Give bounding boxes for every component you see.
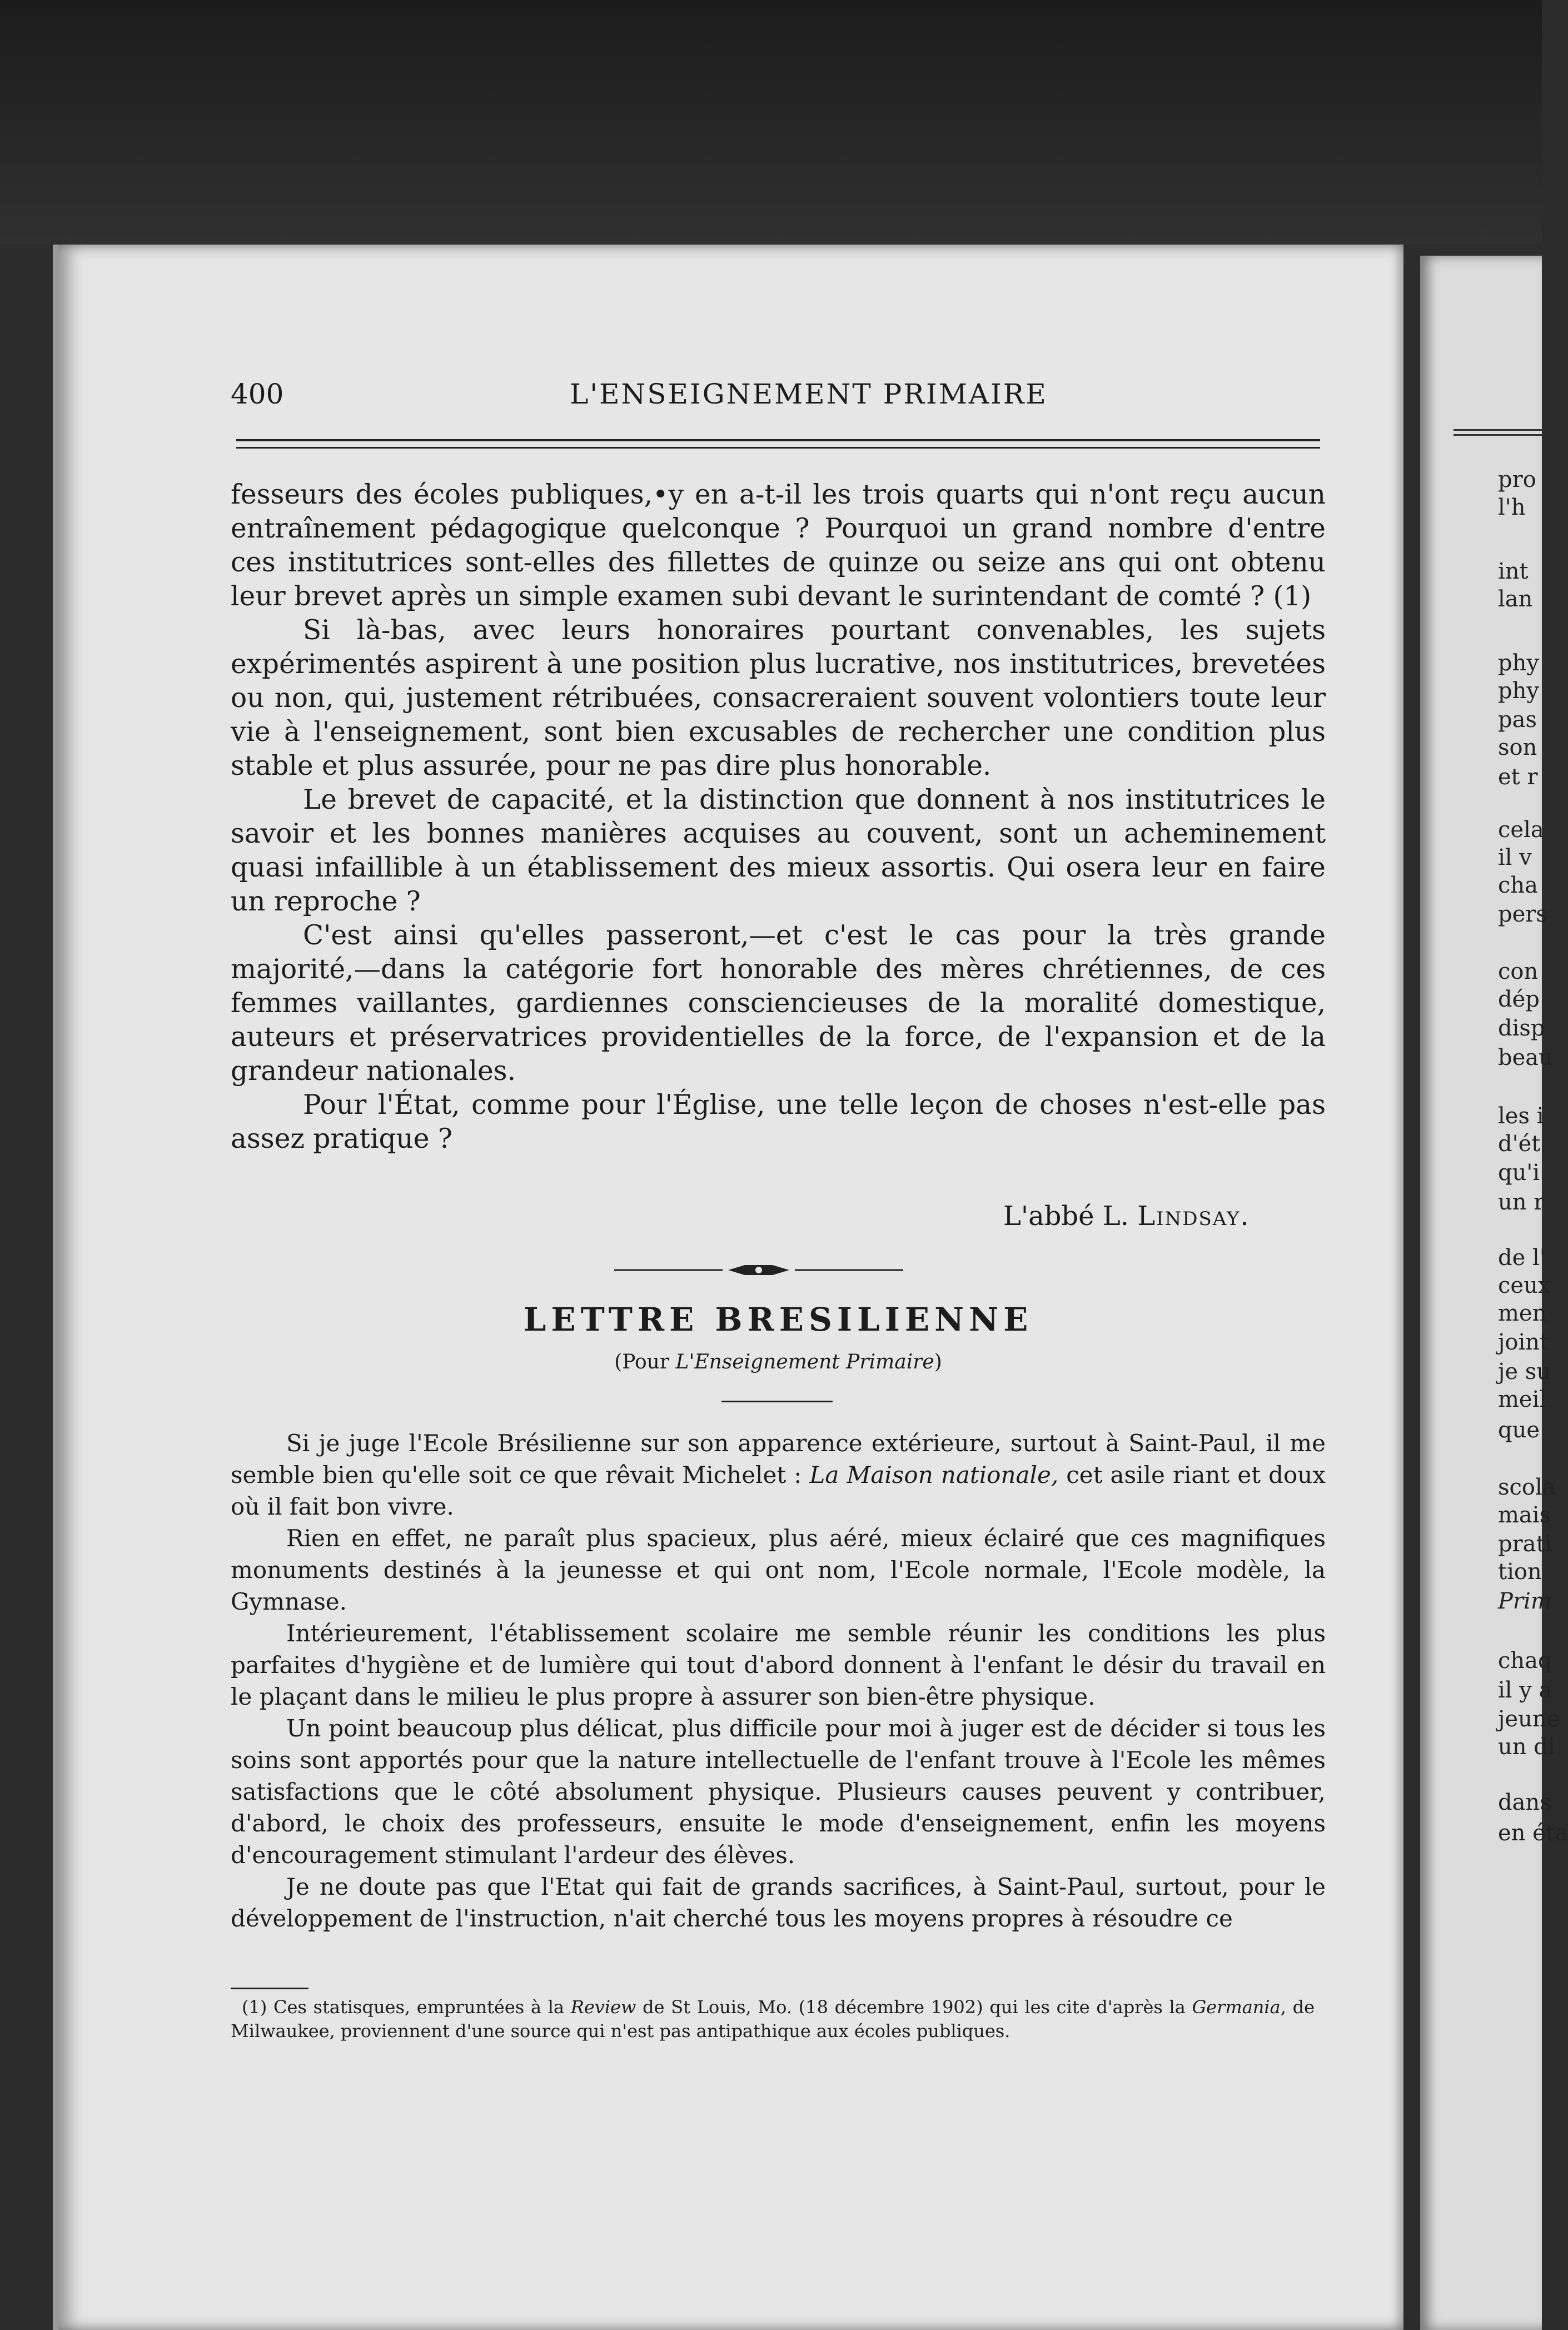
facing-line-fragment: pers: [1498, 902, 1547, 927]
facing-page-edge: [1420, 256, 1568, 2330]
facing-line-fragment: les i: [1498, 1103, 1544, 1129]
facing-line-fragment: pro: [1498, 467, 1536, 492]
facing-line-fragment: il y a: [1498, 1677, 1552, 1703]
paragraph: Un point beaucoup plus délicat, plus difficile pour moi à juger est de décider si tous les soins sont apportés pour que la nature intellectuelle de l'enfant trouve à l'Ecole les mêmes satisfactions que le côté absolument physique. Plusieurs causes peuvent y contribuer, d'abord, le choix des professeurs, ensuite le mode d'enseignement, enfin les moyens d'encouragement stimulant l'ardeur des élèves.: [231, 1715, 1326, 1869]
facing-line-fragment: un di: [1498, 1734, 1555, 1760]
page-header: [231, 378, 1387, 422]
facing-line-fragment: lan: [1498, 586, 1533, 612]
book-page: [53, 245, 1403, 2330]
facing-line-fragment: prati: [1498, 1531, 1552, 1557]
facing-line-fragment: joint: [1498, 1330, 1549, 1355]
text-run: de St Louis, Mo. (18 décembre 1902) qui les cite d'après la: [636, 1997, 1192, 2018]
paragraph: fesseurs des écoles publiques,•y en a-t-il les trois quarts qui n'ont reçu aucun entraînement pédagogique quelconque ? Pourquoi un grand nombre d'entre ces institutrices sont-elles des fillettes de quinze ou seize ans qui ont obtenu leur brevet après un simple examen subi devant le surintendant de comté ? (1): [231, 479, 1326, 612]
facing-line-fragment: phy: [1498, 650, 1539, 676]
signature-prefix: L'abbé L.: [1003, 1201, 1138, 1232]
facing-line-fragment: il v: [1498, 845, 1532, 870]
text-run: Si je juge l'Ecole Brésilienne sur son apparence extérieure, surtout à Saint-Paul, il me semble bien qu'elle soit ce que rêvait Michelet :: [231, 1430, 1326, 1488]
text-run: Ces statisques, empruntées à la: [267, 1997, 571, 2018]
facing-line-fragment: de l': [1498, 1245, 1546, 1271]
article-continuation: [231, 478, 1326, 1156]
facing-line-fragment: con: [1498, 959, 1539, 984]
facing-line-fragment: son: [1498, 735, 1537, 760]
facing-line-fragment: phy: [1498, 678, 1539, 704]
text-run: , de Milwaukee, proviennent d'une source qui n'est pas antipathique aux écoles publiques.: [231, 1997, 1315, 2042]
facing-line-fragment: l'h: [1498, 495, 1526, 520]
paragraph: Je ne doute pas que l'Etat qui fait de grands sacrifices, à Saint-Paul, surtout, pour le développement de l'instruction, n'ait cherché tous les moyens propres à résoudre ce: [231, 1873, 1326, 1932]
facing-line-fragment: pas: [1498, 707, 1537, 733]
facing-line-fragment: et r: [1498, 764, 1538, 790]
author-signature: [1003, 1201, 1250, 1232]
facing-line-fragment: d'ét: [1498, 1131, 1541, 1157]
facing-line-fragment: mais: [1498, 1502, 1551, 1528]
subtitle-journal: L'Enseignement Primaire: [675, 1351, 934, 1373]
facing-line-fragment: men: [1498, 1301, 1547, 1326]
paragraph: C'est ainsi qu'elles passeront,—et c'est le cas pour la très grande majorité,—dans la catégorie fort honorable des mères chrétiennes, de ces femmes vaillantes, gardiennes consciencieuses de la moralité domestique, auteurs et préservatrices providentielles de la force, de l'expansion et de la grandeur nationales.: [231, 920, 1326, 1087]
facing-line-fragment: dép: [1498, 987, 1540, 1012]
italic-run: La Maison nationale,: [809, 1461, 1059, 1488]
facing-line-fragment: tion: [1498, 1559, 1542, 1585]
paragraph: Le brevet de capacité, et la distinction que donnent à nos institutrices le savoir et les bonnes manières acquises au couvent, sont un acheminement quasi infaillible à un établissement des mieux assortis. Qui osera leur en faire un reproche ?: [231, 784, 1326, 917]
facing-line-fragment: cha: [1498, 873, 1539, 898]
ornament-divider: [614, 1262, 903, 1278]
facing-line-fragment: meil: [1498, 1387, 1547, 1412]
italic-run: Germania: [1192, 1997, 1281, 2018]
page-number: 400: [231, 378, 284, 410]
running-title: L'ENSEIGNEMENT PRIMAIRE: [570, 378, 1048, 410]
paragraph: Intérieurement, l'établissement scolaire me semble réunir les conditions les plus parfaites d'hygiène et de lumière qui tout d'abord donnent à l'enfant le désir du travail en le plaçant dans le milieu le plus propre à assurer son bien-être physique.: [231, 1620, 1326, 1710]
facing-line-fragment: en éta: [1498, 1820, 1568, 1846]
facing-line-fragment: ceux: [1498, 1273, 1551, 1298]
section-rule: [721, 1401, 833, 1402]
facing-line-fragment: beau: [1498, 1045, 1553, 1071]
facing-line-fragment: jeune: [1498, 1706, 1560, 1732]
footnote: [231, 1995, 1315, 2043]
paragraph: Si là-bas, avec leurs honoraires pourtant convenables, les sujets expérimentés aspirent à une position plus lucrative, nos institutrices, brevetées ou non, qui, justement rétribuées, consacreraient souvent volontiers toute leur vie à l'enseignement, sont bien excusables de rechercher une condition plus stable et plus assurée, pour ne pas dire plus honorable.: [231, 615, 1326, 781]
scanner-background: [0, 0, 1542, 245]
facing-line-fragment: dans: [1498, 1790, 1551, 1815]
header-rule: [236, 439, 1320, 449]
signature-name: Lindsay.: [1137, 1201, 1250, 1232]
facing-line-fragment: cela: [1498, 817, 1544, 843]
facing-line-fragment: un r: [1498, 1189, 1545, 1215]
section-subtitle: [231, 1351, 1326, 1373]
paragraph: [231, 1427, 1326, 1522]
facing-line-fragment: int: [1498, 559, 1529, 584]
facing-header-rule: [1453, 429, 1542, 436]
facing-line-fragment: que: [1498, 1417, 1540, 1443]
italic-run: Review: [570, 1997, 636, 2018]
facing-line-fragment: qu'i: [1498, 1160, 1540, 1186]
footnote-rule: [231, 1988, 308, 1989]
facing-line-fragment: Prim: [1498, 1589, 1552, 1614]
paragraph: Pour l'État, comme pour l'Église, une telle leçon de choses n'est-elle pas assez pratique ?: [231, 1089, 1326, 1154]
text-run: cet asile riant et doux où il fait bon vivre.: [231, 1461, 1326, 1520]
facing-line-fragment: chaq: [1498, 1648, 1552, 1674]
subtitle-suffix: ): [934, 1351, 942, 1373]
footnote-marker: (1): [242, 1997, 267, 2018]
paragraph: Rien en effet, ne paraît plus spacieux, plus aéré, mieux éclairé que ces magnifiques monuments destinés à la jeunesse et qui ont nom, l'Ecole normale, l'Ecole modèle, la Gymnase.: [231, 1525, 1326, 1615]
facing-line-fragment: disp: [1498, 1015, 1545, 1041]
facing-line-fragment: scola: [1498, 1475, 1556, 1500]
facing-line-fragment: je su: [1498, 1359, 1551, 1385]
letter-body: [231, 1427, 1326, 1934]
subtitle-prefix: (Pour: [614, 1351, 676, 1373]
section-title: LETTRE BRESILIENNE: [523, 1301, 1033, 1338]
